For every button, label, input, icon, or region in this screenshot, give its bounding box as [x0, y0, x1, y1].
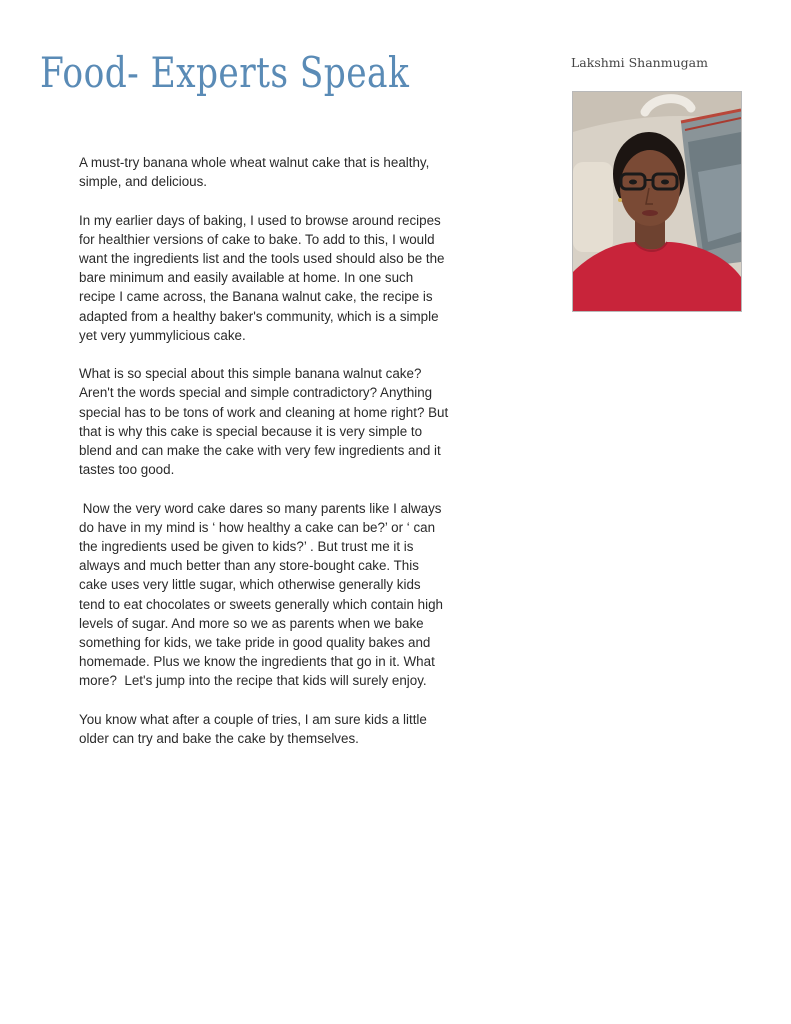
article-paragraph: Now the very word cake dares so many parents like I always do have in my mind is ‘ how healthy a cake can be?’ or ‘ can the ingredients used be given to kids?’ . But trust me it is always and much better than any store-bought cake. This cake uses very little sugar, which otherwise generally kids tend to eat chocolates or sweets generally which contain high levels of sugar. And more so we as parents when we bake something for kids, we take pride in good quality bakes and homemade. Plus we know the ingredients that go in it. What more? Let's jump into the recipe that kids will surely enjoy.: [79, 500, 447, 689]
article-paragraph: What is so special about this simple banana walnut cake? Aren't the words special and simple contradictory? Anything special has to be tons of work and cleaning at home right? But that is why this cake is special because it is very simple to blend and can make the cake with very few ingredients and it tastes too good.: [79, 366, 452, 478]
author-name: Lakshmi Shanmugam: [571, 55, 708, 70]
author-photo: [572, 91, 742, 312]
article-body: [79, 153, 452, 767]
article-paragraph: You know what after a couple of tries, I am sure kids a little older can try and bake the cake by themselves.: [79, 711, 431, 747]
page-title: Food- Experts Speak: [40, 48, 410, 97]
article-paragraph: A must-try banana whole wheat walnut cake that is healthy, simple, and delicious.: [79, 155, 434, 190]
article-paragraph: In my earlier days of baking, I used to browse around recipes for healthier versions of cake to bake. To add to this, I would want the ingredients list and the tools used should also be the bare minimum and easily available at home. In one such recipe I came across, the Banana walnut cake, the recipe is adapted from a healthy baker's community, which is a simple yet very yummylicious cake.: [79, 212, 449, 343]
author-portrait-photo-icon: [573, 92, 741, 311]
